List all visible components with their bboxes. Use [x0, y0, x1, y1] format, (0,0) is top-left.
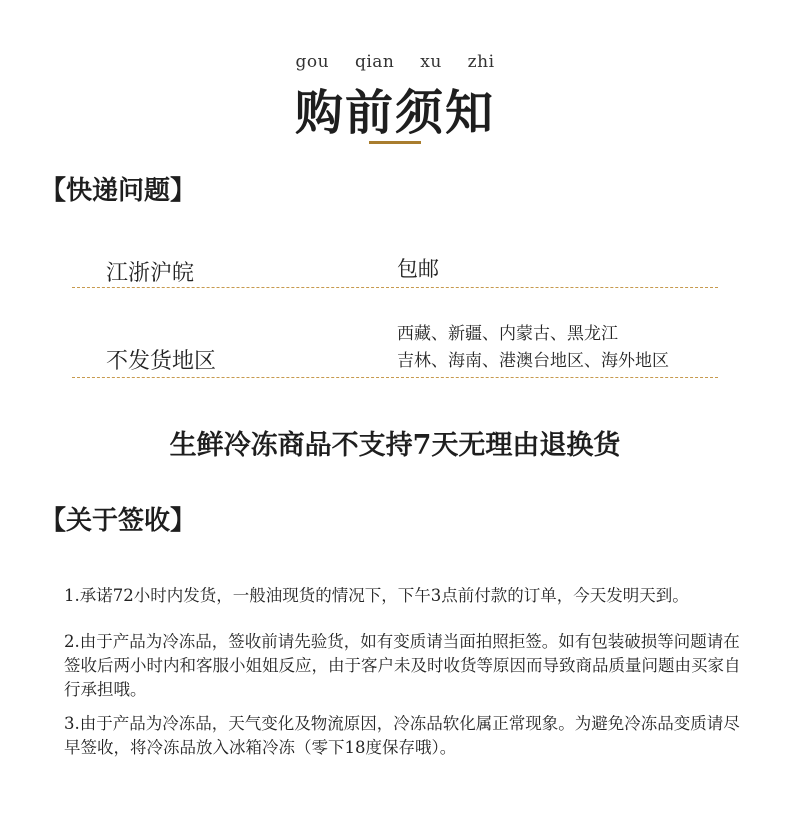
- divider: [72, 377, 718, 378]
- shipping-section-heading: 【快递问题】: [40, 176, 197, 206]
- free-shipping-region-label: 江浙沪皖: [106, 261, 195, 286]
- return-policy-notice: 生鲜冷冻商品不支持7天无理由退换货: [169, 430, 621, 461]
- no-shipping-region-label: 不发货地区: [106, 349, 217, 374]
- divider: [72, 287, 718, 288]
- receipt-item-2: 2.由于产品为冷冻品，签收前请先验货，如有变质请当面拍照拒签。如有包装破损等问题请在签收后两小时内和客服小姐姐反应，由于客户未及时收货等原因而导致商品质量问题由买家自行承担哦。: [64, 632, 741, 699]
- title-pinyin: gou qian xu zhi: [295, 52, 495, 72]
- no-shipping-regions-line-2: 吉林、海南、港澳台地区、海外地区: [397, 351, 669, 371]
- page-title: 购前须知: [294, 85, 495, 141]
- receipt-section-heading: 【关于签收】: [40, 506, 197, 536]
- title-underline: [369, 141, 421, 144]
- free-shipping-value: 包邮: [397, 257, 439, 281]
- no-shipping-regions: [397, 321, 669, 375]
- receipt-item-1: 1.承诺72小时内发货，一般油现货的情况下，下午3点前付款的订单，今天发明天到。: [64, 586, 689, 605]
- no-shipping-regions-line-1: 西藏、新疆、内蒙古、黑龙江: [397, 324, 618, 344]
- receipt-item-3: 3.由于产品为冷冻品，天气变化及物流原因，冷冻品软化属正常现象。为避免冷冻品变质请尽早签收，将冷冻品放入冰箱冷冻（零下18度保存哦）。: [64, 714, 740, 757]
